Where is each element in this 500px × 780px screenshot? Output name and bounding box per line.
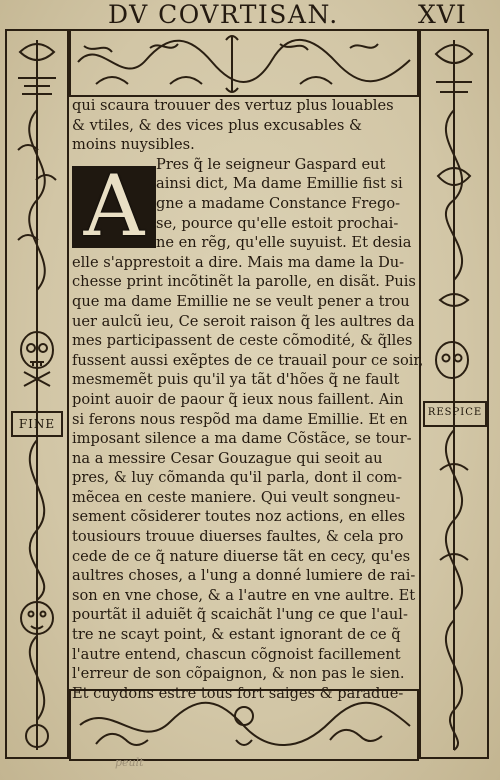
text-line: pourtãt il aduiẽt q̃ scaichãt l'ung ce que l'aul-: [72, 606, 408, 624]
text-line: Et cuydons estre tous fort saiges & paradue-: [72, 684, 404, 702]
text-line: gne a madame Constance Frego-: [156, 194, 401, 212]
text-line: Pres q̃ le seigneur Gaspard eut: [156, 155, 386, 173]
text-line: l'erreur de son cõpaignon, & non pas le sien.: [72, 665, 405, 683]
text-line: ainsi dict, Ma dame Emillie fist si: [156, 175, 403, 193]
margin-annotation: peult: [115, 756, 144, 769]
text-line: son en vne chose, & a l'autre en vne aultre. Et: [72, 586, 416, 604]
text-line: aultres choses, a l'ung a donné lumiere de rai-: [72, 567, 416, 585]
text-line: ne en rẽg, qu'elle suyuist. Et desia: [156, 234, 412, 252]
text-line: na a messire Cesar Gouzague qui seoit au: [72, 449, 383, 467]
text-line: mesmemẽt puis qu'il ya tãt d'hões q̃ ne fault: [72, 371, 400, 389]
text-line: tre ne scayt point, & estant ignorant de ce q̃: [72, 626, 401, 644]
folio-number: XVI: [418, 0, 467, 29]
top-ornament-panel: [70, 30, 418, 96]
text-line: mẽcea en ceste maniere. Qui veult songneu-: [72, 488, 401, 506]
text-line: chesse print incõtinẽt la parolle, en disãt. Puis: [72, 273, 416, 291]
plate-fine: FINE: [18, 417, 56, 431]
text-line: imposant silence a ma dame Cõstãce, se tour-: [72, 430, 412, 448]
text-line: qui scaura trouuer des vertuz plus louables: [72, 97, 394, 114]
text-line: se, pource qu'elle estoit prochai-: [156, 214, 399, 232]
text-line: l'autre entend, chascun cõgnoist facillement: [72, 645, 401, 663]
text-line: point auoir de paour q̃ ieux nous faillent. Ain: [72, 390, 404, 408]
text-line: cede de ce q̃ nature diuerse tãt en cecy, qu'es: [72, 547, 411, 565]
running-head-title: DV COVRTISAN.: [108, 0, 339, 29]
plate-respice: RESPICE: [427, 407, 483, 418]
text-line: mes participassent de ceste cõmodité, & q̃lles: [72, 332, 413, 350]
text-line: uer aulcũ ieu, Ce seroit raison q̃ les aultres da: [72, 312, 415, 330]
text-line: fussent aussi exẽptes de ce trauail pour ce soir,: [72, 351, 424, 369]
text-line: moins nuysibles.: [72, 136, 195, 154]
body-text: [72, 96, 424, 703]
dropcap-letter: A: [83, 157, 145, 255]
text-line: tousiours trouue diuerses faultes, & cela pro: [72, 528, 404, 546]
text-line: que ma dame Emillie ne se veult pener a trou: [72, 292, 410, 310]
text-line: si ferons nous respõd ma dame Emillie. Et en: [72, 410, 408, 428]
text-line: pres, & luy cõmanda qu'il parla, dont il com-: [72, 469, 403, 487]
text-line: elle s'apprestoit a dire. Mais ma dame la Du-: [72, 253, 405, 271]
text-line: & vtiles, & des vices plus excusables &: [72, 116, 362, 134]
text-line: sement cõsiderer toutes noz actions, en elles: [72, 508, 406, 526]
right-skull-ornament: [436, 342, 468, 378]
